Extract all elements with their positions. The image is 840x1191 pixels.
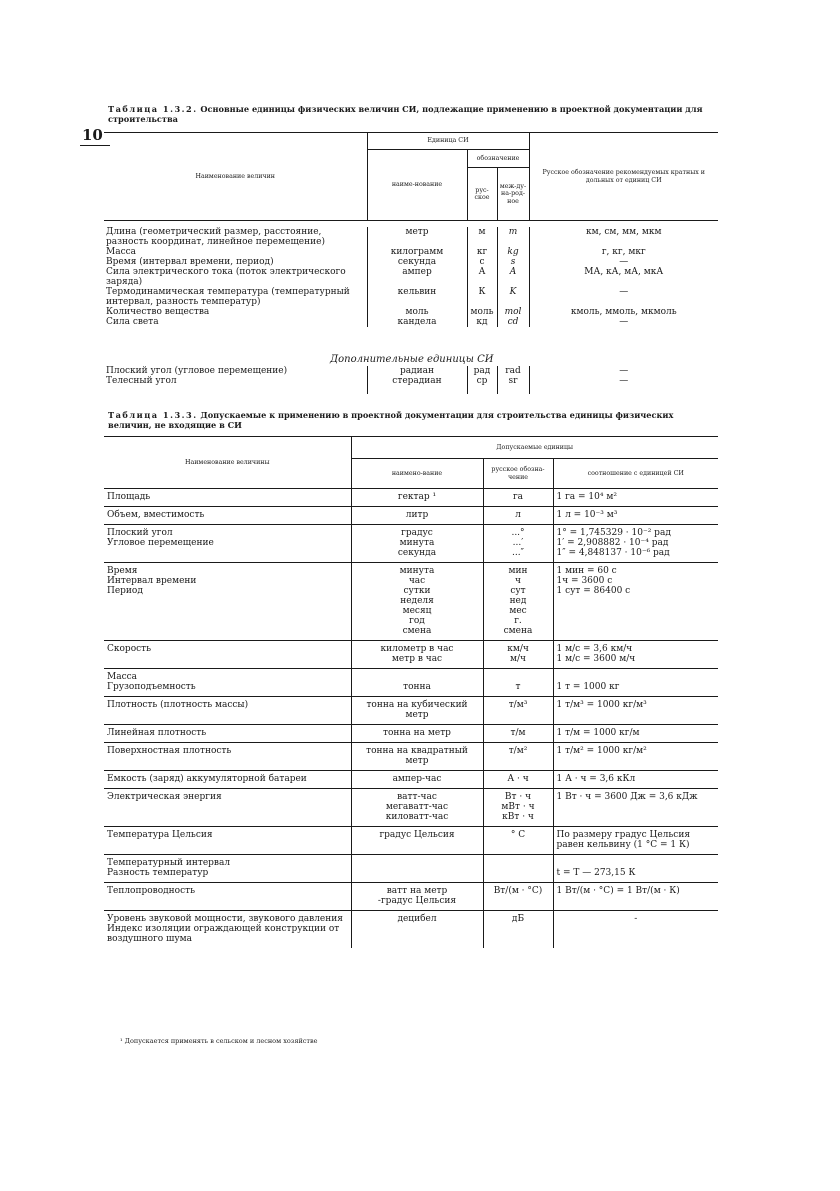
unit-names <box>351 911 483 949</box>
si-relation <box>553 563 718 641</box>
si-relation-line: 1 А · ч = 3,6 кКл <box>556 774 636 784</box>
unit-names-line: метр <box>405 710 429 720</box>
unit-symbols-line: А · ч <box>507 774 529 784</box>
si-relation <box>553 911 718 949</box>
quantity-name <box>104 563 351 641</box>
additional-units-table <box>104 366 718 394</box>
russian-symbol: моль <box>467 307 497 317</box>
unit-name: кельвин <box>367 287 467 307</box>
quantity-name: Сила электрического тока (поток электрического заряда) <box>106 267 346 287</box>
quantity-name <box>104 489 351 507</box>
page-number: 10 <box>82 126 103 144</box>
quantity-name <box>104 883 351 911</box>
si-relation <box>553 641 718 669</box>
si-units-table <box>104 132 718 327</box>
si-relation-line <box>557 672 716 682</box>
quantity-name: Масса <box>106 247 137 257</box>
si-relation <box>553 883 718 911</box>
unit-name: стерадиан <box>367 376 467 394</box>
russian-symbol: рад <box>467 366 497 376</box>
table1-header-designation: обозначение <box>467 150 529 168</box>
russian-symbol: м <box>467 227 497 247</box>
quantity-name-line: воздушного шума <box>107 934 193 944</box>
si-relation-line: 1 мин = 60 с <box>556 566 617 576</box>
table2-row <box>104 669 718 697</box>
table1-row <box>104 317 718 327</box>
unit-names-line: градус Цельсия <box>379 830 455 840</box>
unit-symbols-line: г. <box>514 616 522 626</box>
non-si-units-table <box>104 436 718 948</box>
unit-names-line: ватт-час <box>397 792 437 802</box>
quantity-name <box>104 789 351 827</box>
table2-row <box>104 697 718 725</box>
table2-caption <box>108 410 718 430</box>
table1-caption-text: Основные единицы физических величин СИ, подлежащие применению в проектной документации для строительства <box>108 104 703 124</box>
table2-caption-lead: Таблица 1.3.3. <box>108 410 198 420</box>
quantity-name-line: Уровень звуковой мощности, звукового давления <box>107 914 343 924</box>
quantity-name-line: Емкость (заряд) аккумуляторной батареи <box>107 774 307 784</box>
table1-header-si: Единица СИ <box>367 133 529 150</box>
unit-names <box>351 725 483 743</box>
unit-names-line: гектар ¹ <box>397 492 437 502</box>
table1-row <box>104 307 718 317</box>
unit-symbols-line: т/м³ <box>508 700 528 710</box>
quantity-name-line: Индекс изоляции ограждающей конструкции от <box>107 924 340 934</box>
unit-names-line: тонна <box>403 682 431 692</box>
table2-header-unit-name: наимено-вание <box>351 459 483 489</box>
unit-names-line: минута <box>399 538 435 548</box>
additional-units-heading: Дополнительные единицы СИ <box>330 354 494 365</box>
unit-names <box>351 669 483 697</box>
unit-names <box>351 771 483 789</box>
multiples: — <box>529 366 718 376</box>
quantity-name-line: Объем, вместимость <box>107 510 205 520</box>
table2-header-designation: русское обозна-чение <box>483 459 553 489</box>
si-relation-line: 1″ = 4,848137 · 10⁻⁶ рад <box>556 548 670 558</box>
unit-symbols-line: нед <box>509 596 527 606</box>
table1-row <box>104 376 718 394</box>
multiples: — <box>529 317 718 327</box>
unit-symbols-line: ° С <box>510 830 526 840</box>
unit-symbols-line: мВт · ч <box>501 802 535 812</box>
unit-symbols <box>483 697 553 725</box>
unit-names-line: час <box>408 576 426 586</box>
unit-names-line: метр в час <box>391 654 443 664</box>
unit-symbols <box>483 725 553 743</box>
international-symbol: mol <box>497 307 529 317</box>
unit-symbols <box>483 489 553 507</box>
unit-symbols <box>483 789 553 827</box>
unit-names <box>351 855 483 883</box>
unit-name: метр <box>367 227 467 247</box>
si-relation <box>553 489 718 507</box>
table1-row <box>104 366 718 376</box>
quantity-name <box>104 669 351 697</box>
unit-names-line: ампер-час <box>392 774 442 784</box>
unit-names-line: ватт на метр <box>386 886 448 896</box>
si-relation <box>553 525 718 563</box>
quantity-name-line: Теплопроводность <box>107 886 196 896</box>
unit-names-line: месяц <box>402 606 432 616</box>
unit-name: радиан <box>367 366 467 376</box>
unit-names-line: километр в час <box>380 644 454 654</box>
table1-header-multiples: Русское обозначение рекомендуемых кратных и дольных от единиц СИ <box>529 133 718 221</box>
quantity-name-line: Температура Цельсия <box>107 830 213 840</box>
unit-names <box>351 489 483 507</box>
table1-row <box>104 257 718 267</box>
si-relation-line: По размеру градус Цельсия <box>556 830 690 840</box>
si-relation-line: 1′ = 2,908882 · 10⁻⁴ рад <box>556 538 669 548</box>
table1-caption-lead: Таблица 1.3.2. <box>108 104 198 114</box>
quantity-name-line: Время <box>107 566 138 576</box>
quantity-name: Время (интервал времени, период) <box>106 257 274 267</box>
si-relation <box>553 743 718 771</box>
international-symbol: cd <box>497 317 529 327</box>
unit-names <box>351 525 483 563</box>
quantity-name <box>104 743 351 771</box>
table2-row <box>104 489 718 507</box>
table2-header-relation: соотношение с единицей СИ <box>553 459 718 489</box>
unit-names <box>351 883 483 911</box>
unit-names-line: метр <box>405 756 429 766</box>
international-symbol: sr <box>497 376 529 394</box>
unit-names <box>351 563 483 641</box>
si-relation-line: 1ч = 3600 с <box>556 576 613 586</box>
quantity-name-line: Поверхностная плотность <box>107 746 232 756</box>
si-relation-line <box>557 858 716 868</box>
quantity-name: Телесный угол <box>106 376 177 386</box>
russian-symbol: кд <box>467 317 497 327</box>
unit-names-line: секунда <box>397 548 437 558</box>
unit-symbols-line: мес <box>509 606 527 616</box>
unit-symbols <box>483 771 553 789</box>
international-symbol: K <box>497 287 529 307</box>
international-symbol: rad <box>497 366 529 376</box>
si-relation-line: 1 л = 10⁻³ м³ <box>556 510 618 520</box>
table1-header-international: меж-ду-на-род-ное <box>497 168 529 221</box>
table2-row <box>104 743 718 771</box>
unit-symbols-line: Вт/(м · °С) <box>493 886 543 896</box>
quantity-name <box>104 507 351 525</box>
si-relation <box>553 789 718 827</box>
si-relation <box>553 855 718 883</box>
table2-row <box>104 827 718 855</box>
unit-symbols <box>483 669 553 697</box>
si-relation-line: 1 т/м² = 1000 кг/м² <box>556 746 647 756</box>
unit-names <box>351 827 483 855</box>
si-relation-line: t = T — 273,15 К <box>556 868 636 878</box>
unit-symbols-line: смена <box>503 626 533 636</box>
international-symbol: s <box>497 257 529 267</box>
unit-names-line: тонна на кубический <box>366 700 468 710</box>
unit-names-line: -градус Цельсия <box>377 896 457 906</box>
si-relation-line: 1 м/с = 3,6 км/ч <box>556 644 633 654</box>
russian-symbol: А <box>467 267 497 287</box>
table2-row <box>104 563 718 641</box>
quantity-name-line: Температурный интервал <box>107 858 231 868</box>
si-relation-line: 1 Вт · ч = 3600 Дж = 3,6 кДж <box>556 792 698 802</box>
table2-row <box>104 641 718 669</box>
table1-row <box>104 227 718 247</box>
table2-header-allowed: Допускаемые единицы <box>351 437 718 459</box>
si-relation-line: 1 т/м³ = 1000 кг/м³ <box>556 700 647 710</box>
unit-names-line: децибел <box>397 914 437 924</box>
unit-names-line: сутки <box>403 586 431 596</box>
unit-symbols-line: ...° <box>511 528 525 538</box>
unit-names-line: мегаватт-час <box>385 802 449 812</box>
unit-symbols <box>483 911 553 949</box>
russian-symbol: ср <box>467 376 497 394</box>
quantity-name: Сила света <box>106 317 159 327</box>
unit-names <box>351 641 483 669</box>
unit-symbols-line: кВт · ч <box>502 812 534 822</box>
unit-symbols-line <box>487 672 550 682</box>
unit-symbols-line: ...″ <box>512 548 524 558</box>
quantity-name <box>104 827 351 855</box>
unit-symbols <box>483 507 553 525</box>
unit-name: кандела <box>367 317 467 327</box>
si-relation <box>553 669 718 697</box>
quantity-name-line: Скорость <box>107 644 152 654</box>
unit-names-line: неделя <box>400 596 434 606</box>
quantity-name-line: Плотность (плотность массы) <box>107 700 249 710</box>
unit-symbols-line: т/м <box>510 728 526 738</box>
unit-symbols-line: ...′ <box>512 538 524 548</box>
unit-names-line: киловатт-час <box>385 812 449 822</box>
si-relation-line: 1 т = 1000 кг <box>556 682 620 692</box>
table2-row <box>104 725 718 743</box>
russian-symbol: К <box>467 287 497 307</box>
multiples: км, см, мм, мкм <box>529 227 718 247</box>
unit-names <box>351 743 483 771</box>
quantity-name-line: Угловое перемещение <box>107 538 214 548</box>
quantity-name-line: Плоский угол <box>107 528 173 538</box>
si-relation-line: 1 Вт/(м · °С) = 1 Вт/(м · К) <box>556 886 680 896</box>
unit-names-line <box>355 672 480 682</box>
table2-row <box>104 525 718 563</box>
unit-name: ампер <box>367 267 467 287</box>
unit-symbols <box>483 641 553 669</box>
table1-row <box>104 247 718 257</box>
multiples: кмоль, ммоль, мкмоль <box>529 307 718 317</box>
multiples: МА, кА, мА, мкА <box>529 267 718 287</box>
quantity-name <box>104 525 351 563</box>
unit-symbols <box>483 743 553 771</box>
table1-caption <box>108 104 718 124</box>
multiples: г, кг, мкг <box>529 247 718 257</box>
quantity-name: Плоский угол (угловое перемещение) <box>106 366 288 376</box>
unit-names-line: литр <box>405 510 429 520</box>
table1-row <box>104 287 718 307</box>
quantity-name <box>104 855 351 883</box>
table1-header-russian: рус-ское <box>467 168 497 221</box>
quantity-name-line: Площадь <box>107 492 151 502</box>
quantity-name <box>104 771 351 789</box>
quantity-name-line: Разность температур <box>107 868 209 878</box>
unit-symbols <box>483 855 553 883</box>
unit-symbols-line: т/м² <box>508 746 528 756</box>
unit-symbols-line: мин <box>508 566 528 576</box>
table1-header-name: Наименование величин <box>104 133 367 221</box>
unit-name: моль <box>367 307 467 317</box>
si-relation <box>553 697 718 725</box>
unit-names-line: тонна на метр <box>383 728 451 738</box>
unit-names <box>351 507 483 525</box>
si-relation-line: 1 м/с = 3600 м/ч <box>556 654 636 664</box>
si-relation <box>553 507 718 525</box>
unit-names <box>351 789 483 827</box>
multiples: — <box>529 287 718 307</box>
quantity-name: Количество вещества <box>106 307 210 317</box>
unit-symbols-line: км/ч <box>507 644 529 654</box>
international-symbol: A <box>497 267 529 287</box>
quantity-name <box>104 641 351 669</box>
quantity-name-line: Период <box>107 586 143 596</box>
quantity-name <box>104 725 351 743</box>
quantity-name-line: Грузоподъемность <box>107 682 196 692</box>
unit-symbols-line: га <box>512 492 524 502</box>
unit-symbols-line: т <box>515 682 521 692</box>
si-relation <box>553 827 718 855</box>
quantity-name <box>104 697 351 725</box>
footnote: ¹ Допускается применять в сельском и лесном хозяйстве <box>120 1037 318 1045</box>
unit-names-line: тонна на квадратный <box>366 746 468 756</box>
international-symbol: kg <box>497 247 529 257</box>
quantity-name-line: Интервал времени <box>107 576 197 586</box>
table2-caption-text: Допускаемые к применению в проектной документации для строительства единицы физических величин, не входящие в СИ <box>108 410 674 430</box>
table2-row <box>104 883 718 911</box>
si-relation-line: - <box>634 914 638 924</box>
international-symbol: m <box>497 227 529 247</box>
multiples: — <box>529 257 718 267</box>
quantity-name-line: Электрическая энергия <box>107 792 222 802</box>
russian-symbol: с <box>467 257 497 267</box>
unit-names-line: смена <box>402 626 432 636</box>
quantity-name-line: Масса <box>107 672 138 682</box>
unit-symbols <box>483 883 553 911</box>
unit-names-line: год <box>409 616 425 626</box>
unit-symbols <box>483 563 553 641</box>
quantity-name <box>104 911 351 949</box>
unit-symbols-line: дБ <box>511 914 525 924</box>
table2-row <box>104 911 718 949</box>
unit-name: секунда <box>367 257 467 267</box>
unit-symbols <box>483 525 553 563</box>
quantity-name: Длина (геометрический размер, расстояние, разность координат, линейное перемещение) <box>106 227 325 247</box>
unit-names-line: минута <box>399 566 435 576</box>
quantity-name: Термодинамическая температура (температурный интервал, разность температур) <box>106 287 350 307</box>
unit-symbols-line: л <box>515 510 521 520</box>
unit-names <box>351 697 483 725</box>
si-relation-line: 1° = 1,745329 · 10⁻² рад <box>556 528 671 538</box>
si-relation-line: 1 га = 10⁴ м² <box>556 492 617 502</box>
table2-row <box>104 855 718 883</box>
si-relation <box>553 725 718 743</box>
si-relation-line: 1 сут = 86400 с <box>556 586 631 596</box>
unit-symbols-line: ч <box>515 576 521 586</box>
si-relation <box>553 771 718 789</box>
si-relation-line: равен кельвину (1 °С = 1 К) <box>556 840 690 850</box>
table2-row <box>104 507 718 525</box>
quantity-name-line: Линейная плотность <box>107 728 207 738</box>
table2-row <box>104 789 718 827</box>
unit-symbols-line: м/ч <box>510 654 526 664</box>
table1-header-unit-name: наиме-нование <box>367 150 467 221</box>
russian-symbol: кг <box>467 247 497 257</box>
unit-names-line: градус <box>401 528 433 538</box>
unit-symbols <box>483 827 553 855</box>
table2-header-name: Наименование величины <box>104 437 351 489</box>
table1-row <box>104 267 718 287</box>
unit-symbols-line: Вт · ч <box>504 792 532 802</box>
multiples: — <box>529 376 718 394</box>
unit-name: килограмм <box>367 247 467 257</box>
unit-symbols-line: сут <box>510 586 526 596</box>
si-relation-line: 1 т/м = 1000 кг/м <box>556 728 640 738</box>
table2-row <box>104 771 718 789</box>
